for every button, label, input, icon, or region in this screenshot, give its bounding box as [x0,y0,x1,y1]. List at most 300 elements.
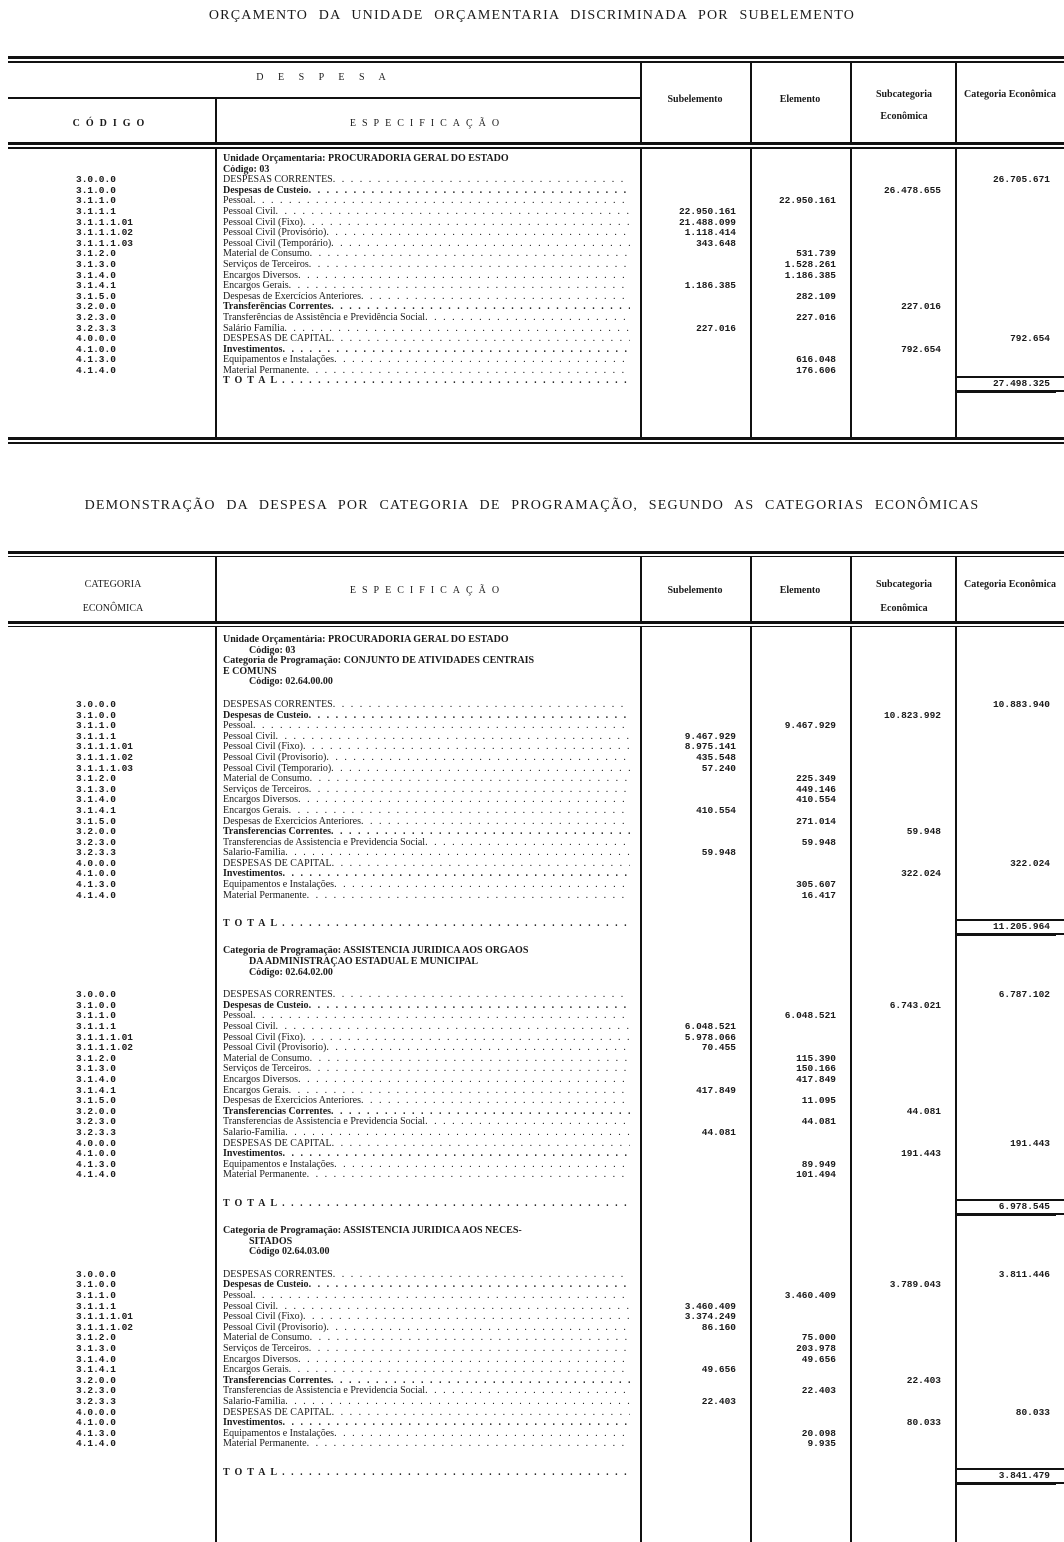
specification-cell [215,753,640,764]
code-cell: 3.1.5.0 [76,1096,116,1107]
cat-value [955,207,1064,218]
specification-label: Encargos Gerais [223,805,289,816]
code-cell: 4.1.0.0 [76,869,116,880]
sub-value: 57.240 [701,763,736,774]
dot-leader [333,175,630,186]
cat-value [955,1054,1064,1065]
subcat-value [850,249,955,260]
section-heading-row [8,957,1064,968]
table-row [8,1054,1064,1065]
specification-label: Pessoal Civil [223,1301,276,1312]
despesa-header: D E S P E S A [256,72,392,83]
el-value [750,1001,850,1012]
cat-value [955,1418,1064,1429]
el-value: 11.095 [801,1096,836,1107]
dot-leader [289,1365,630,1376]
sub-value [640,1001,750,1012]
specification-cell [215,239,640,250]
specification-label: Despesas de Custeio [223,1280,309,1291]
subcat-value [850,1022,955,1033]
table-row [8,1397,1064,1408]
specification-label: DESPESAS DE CAPITAL [223,334,332,345]
specification-cell [215,732,640,743]
sub-value [640,1170,750,1181]
code-cell [8,946,215,957]
divider [8,437,1064,440]
code-cell [8,1247,215,1258]
specification-label: Pessoal Civil (Fixo) [223,742,304,753]
specification-label: DESPESAS CORRENTES [223,1269,333,1280]
total-row [8,376,1064,390]
code-cell: 3.1.4.1 [76,281,116,292]
subcat-value [850,1355,955,1366]
table-row [8,1160,1064,1171]
code-cell [8,154,215,165]
code-cell: 4.1.3.0 [76,355,116,366]
code-cell: 3.1.4.1 [76,1085,116,1096]
sub-value [640,1075,750,1086]
el-value [750,990,850,1001]
specification-label: Despesas de Custeio [223,185,309,196]
dot-leader [332,1408,630,1419]
el-value: 176.606 [796,365,836,376]
cat-value [955,732,1064,743]
sub-value: 227.016 [696,323,736,334]
empty-cell [8,387,215,398]
specification-cell [215,1107,640,1118]
specification-label: DESPESAS DE CAPITAL [223,1407,332,1418]
el-value [750,1139,850,1150]
cat-value: 191.443 [1010,1138,1050,1149]
sub-value: 417.849 [696,1085,736,1096]
specification-label: Pessoal Civil (Provisorio) [223,1043,327,1054]
sub-value: 6.048.521 [684,1022,736,1032]
sub-value [640,869,750,880]
table-row [8,355,1064,366]
specification-label: Salario-Familia [223,848,286,859]
code-cell: 4.0.0.0 [76,858,116,869]
total-underline-row [8,387,1064,398]
dot-leader [276,207,630,218]
specification-label: Transferencias de Assistencia e Previdencia Social [223,1117,426,1128]
table-row [8,990,1064,1001]
dot-leader [425,1386,630,1397]
subcat-value [850,990,955,1001]
specification-cell [215,1270,640,1281]
dot-leader [334,1429,630,1440]
el-value [750,228,850,239]
specification-cell [215,334,640,345]
el-value [750,1086,850,1097]
subcat-value [850,1344,955,1355]
subcat-value [850,366,955,377]
code-cell: 4.1.3.0 [76,1428,116,1439]
code-cell: 3.1.3.0 [76,1344,116,1355]
section-heading: Unidade Orçamentária: PROCURADORIA GERAL DO ESTADO [223,635,509,645]
specification-cell [215,711,640,722]
section-heading-row [8,667,1064,678]
code-cell: 3.1.0.0 [76,1000,116,1011]
code-cell: 3.1.1.0 [76,1291,116,1302]
table-row [8,785,1064,796]
code-cell [8,165,215,176]
specification-cell [215,1291,640,1302]
specification-label: Material Permanente [223,1439,307,1450]
specification-label: Serviços de Terceiros [223,1064,309,1075]
dot-leader [276,732,630,743]
specification-cell [215,827,640,838]
code-cell: 3.1.1.1.01 [76,217,134,228]
el-value [750,1022,850,1033]
code-cell: 4.0.0.0 [76,1138,116,1149]
specification-cell [215,313,640,324]
code-cell: 4.1.0.0 [76,344,116,355]
dot-leader [332,334,630,345]
code-cell: 3.2.3.3 [76,1127,116,1138]
el-value [750,334,850,345]
el-value [750,859,850,870]
table-row [8,1170,1064,1181]
table-row [8,228,1064,239]
section-heading-row [8,968,1064,979]
specification-label: DESPESAS CORRENTES [223,990,333,1001]
dot-leader [284,324,630,335]
el-value [750,345,850,356]
table-row [8,1408,1064,1419]
divider [8,61,1064,63]
dot-leader [303,742,630,753]
specification-cell [215,1408,640,1419]
specification-cell [215,1086,640,1097]
specification-label: Equipamentos e Instalações [223,1428,335,1439]
dot-leader [326,228,630,239]
specification-label: Despesas de Custeio [223,710,309,721]
cat-value [955,249,1064,260]
total-underline-row [8,1210,1064,1221]
specification-label: Pessoal Civil (Fixo) [223,1312,304,1323]
code-cell: 4.1.4.0 [76,1170,116,1181]
specification-label: Transferencias de Assistencia e Previdencia Social [223,837,426,848]
specification-label: Investimentos [223,344,283,355]
el-value [750,281,850,292]
specification-cell [215,1344,640,1355]
specification-label: Pessoal [223,721,253,732]
cat-value [955,196,1064,207]
dot-leader [331,1107,630,1118]
table-row [8,218,1064,229]
code-cell: 4.1.4.0 [76,365,116,376]
subcat-value [850,848,955,859]
subcat-value [850,891,955,902]
dot-leader [298,271,630,282]
specification-label: Pessoal Civil [223,206,276,217]
cat-value [955,1376,1064,1387]
specification-label: Pessoal Civil (Temporário) [223,238,332,249]
el-value [750,175,850,186]
code-cell: 3.1.1.1 [76,731,116,742]
el-value [750,700,850,711]
sub-value [640,186,750,197]
specification-cell [215,292,640,303]
subcat-value [850,355,955,366]
table-row [8,742,1064,753]
cat-value [955,1001,1064,1012]
divider [850,627,852,1542]
divider [850,149,852,437]
code-cell: 3.1.3.0 [76,1064,116,1075]
section-heading: Categoria de Programação: CONJUNTO DE ATIVIDADES CENTRAIS [223,656,535,667]
sub-value [640,1355,750,1366]
specification-label: Despesas de Exercicios Anteriores [223,1096,362,1107]
cat-value [955,711,1064,722]
sub-value [640,1064,750,1075]
dot-leader [326,753,630,764]
sub-value: 44.081 [701,1127,736,1138]
section-heading-row [8,646,1064,657]
cat-value [955,345,1064,356]
el-value [750,1270,850,1281]
el-value: 271.014 [796,816,836,827]
specification-label: Encargos Diversos [223,270,299,281]
code-cell: 3.1.5.0 [76,291,116,302]
subcat-value: 3.789.043 [889,1280,941,1291]
specification-cell [215,1149,640,1160]
specification-cell [215,207,640,218]
specification-label: Transferencias de Assistencia e Previdencia Social [223,1386,426,1397]
cat-value: 10.883.940 [992,699,1050,710]
code-cell: 4.1.4.0 [76,1439,116,1450]
specification-cell [215,249,640,260]
el-value [750,218,850,229]
dot-leader [303,218,630,229]
code-cell: 3.1.1.0 [76,196,116,207]
code-cell: 3.2.3.3 [76,848,116,859]
specification-cell [215,848,640,859]
cat-value [955,1386,1064,1397]
el-value [750,302,850,313]
subcat-value: 59.948 [906,827,941,838]
sub-value [640,334,750,345]
table-row [8,1139,1064,1150]
sub-value [640,1376,750,1387]
specification-cell [215,228,640,239]
divider [8,556,1064,557]
subcat-value [850,324,955,335]
sub-value [640,774,750,785]
specification-cell [215,1139,640,1150]
table-row [8,1033,1064,1044]
sub-value [640,1291,750,1302]
total-label: TOTAL [223,1467,283,1478]
cat-value [955,764,1064,775]
sub-value [640,249,750,260]
specification-cell [215,1376,640,1387]
dot-leader [253,196,630,207]
dot-leader [326,1323,630,1334]
dot-leader [298,1075,630,1086]
dot-leader [298,795,630,806]
subcat-value [850,313,955,324]
specification-cell [215,281,640,292]
specification-label: Investimentos [223,1149,283,1160]
subcat-value [850,292,955,303]
table-row [8,700,1064,711]
table-row [8,1064,1064,1075]
code-cell: 3.2.0.0 [76,1106,116,1117]
subcat-value [850,774,955,785]
specification-cell [215,1397,640,1408]
table-row [8,281,1064,292]
empty-cell [215,1210,640,1221]
cat-value [955,1043,1064,1054]
sub-value: 343.648 [696,238,736,249]
subelemento-header: Subelemento [667,585,723,596]
specification-cell [215,1117,640,1128]
el-value [750,1397,850,1408]
empty-cell [8,1479,215,1490]
subcat-value [850,1408,955,1419]
cat-value [955,324,1064,335]
empty-cell [640,930,750,941]
sub-value [640,366,750,377]
code-cell [8,1237,215,1248]
table-row [8,1323,1064,1334]
cat-value [955,806,1064,817]
table-row [8,753,1064,764]
cat-value [955,848,1064,859]
specification-label: Encargos Gerais [223,1365,289,1376]
table-row [8,774,1064,785]
sub-value: 22.403 [701,1397,736,1407]
cat-value [955,228,1064,239]
cat-value [955,260,1064,271]
cat-value [955,817,1064,828]
table-row [8,891,1064,902]
code-cell: 3.1.2.0 [76,249,116,260]
cat-value [955,1429,1064,1440]
table2 [8,551,1064,1542]
cat-value [955,1333,1064,1344]
dot-leader [361,1096,630,1107]
cat-value [955,292,1064,303]
el-value: 9.467.929 [784,721,836,732]
sub-value: 435.548 [696,752,736,763]
specification-cell [215,774,640,785]
sub-value: 70.455 [701,1043,736,1054]
empty-cell [215,1479,640,1490]
dot-leader [307,891,630,902]
sub-value [640,1429,750,1440]
table-row [8,764,1064,775]
section-heading-row [8,1237,1064,1248]
el-value [750,1107,850,1118]
empty-cell [640,1210,750,1221]
table-row [8,869,1064,880]
specification-cell [215,186,640,197]
specification-label: Equipamentos e Instalações [223,880,335,891]
cat-value [955,1086,1064,1097]
code-cell: 3.2.3.0 [76,1386,116,1397]
cat-value [955,1117,1064,1128]
subcat-value [850,753,955,764]
subcat-value: 10.823.992 [883,710,941,721]
section-heading-row [8,656,1064,667]
divider [640,627,642,1542]
table-row [8,1429,1064,1440]
code-cell: 3.1.4.0 [76,795,116,806]
code-cell: 3.1.1.1.02 [76,1043,134,1054]
subcat-value [850,859,955,870]
empty-cell [640,387,750,398]
specification-cell [215,1075,640,1086]
specification-cell [215,1429,640,1440]
dot-leader [310,1054,630,1065]
code-cell: 3.2.3.3 [76,1397,116,1407]
specification-cell [215,1333,640,1344]
subcat-value [850,721,955,732]
table-row [8,334,1064,345]
sub-value [640,175,750,186]
el-value: 1.528.261 [784,259,836,270]
cat-value [955,218,1064,229]
subcat-value [850,1117,955,1128]
specification-cell [215,1011,640,1022]
sub-value [640,700,750,711]
specification-label: Material de Consumo [223,249,310,260]
section-heading-row [8,154,1064,165]
section-heading: Código: 02.64.00.00 [249,677,333,688]
sub-value: 59.948 [701,848,736,859]
dot-leader [282,1149,630,1160]
code-cell [8,677,215,688]
el-value [750,1128,850,1139]
sub-value [640,292,750,303]
subcat-value [850,1302,955,1313]
sub-value [640,891,750,902]
table-row [8,239,1064,250]
subcat-value [850,1064,955,1075]
specification-cell [215,196,640,207]
code-cell [8,957,215,968]
divider [8,97,640,99]
specification-label: Despesas de Exercícios Anteriores [223,291,362,302]
dot-leader [310,249,630,260]
specification-cell [215,1323,640,1334]
dot-leader [276,1022,630,1033]
specification-cell [215,806,640,817]
subcat-value [850,1043,955,1054]
table-row [8,1096,1064,1107]
code-cell: 3.1.3.0 [76,259,116,270]
code-cell: 3.1.1.1.03 [76,238,134,249]
table-row [8,1418,1064,1429]
specification-label: DESPESAS DE CAPITAL [223,1138,332,1149]
specification-cell [215,1418,640,1429]
dot-leader [361,292,630,303]
subcat-value [850,1270,955,1281]
cat-value [955,785,1064,796]
table-row [8,1128,1064,1139]
specification-label: Pessoal Civil (Provisorio) [223,1322,327,1333]
el-value [750,711,850,722]
sub-value: 1.186.385 [684,281,736,292]
specification-label: Encargos Diversos [223,1354,299,1365]
subcat-value [850,1128,955,1139]
el-value: 3.460.409 [784,1291,836,1302]
divider [850,557,852,621]
sub-value: 9.467.929 [684,731,736,742]
specification-cell [215,302,640,313]
